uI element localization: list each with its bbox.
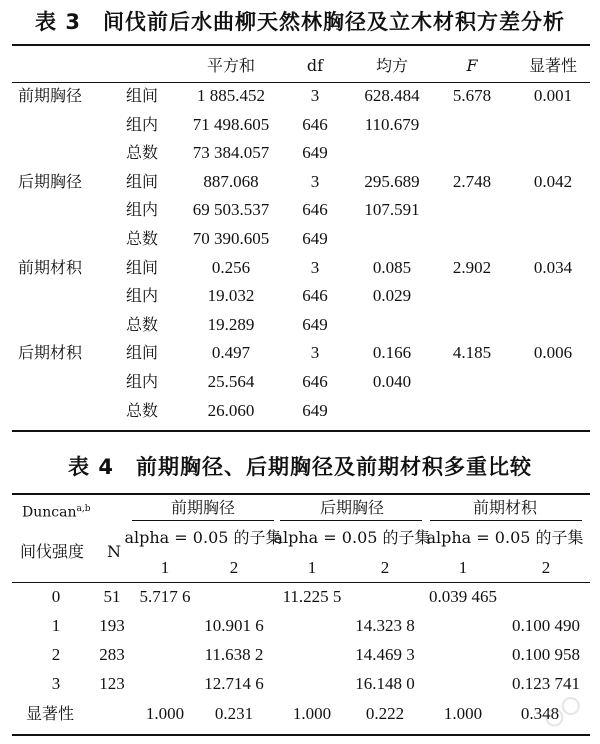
- table3-cell-source: 组内: [126, 200, 159, 220]
- table3-cell-ms: 0.166: [372, 343, 412, 363]
- table4-n-label: N: [107, 542, 121, 561]
- table3-title: 表 3 间伐前后水曲柳天然林胸径及立木材积方差分析: [35, 10, 565, 34]
- table3-cell-source: 总数: [126, 143, 159, 163]
- table3-cell-ss: 19.289: [207, 314, 255, 334]
- table4-sig-value: 0.348: [520, 704, 560, 723]
- table3-cell-source: 组间: [126, 171, 159, 191]
- table4-value: 0.123 741: [512, 674, 580, 693]
- table3-cell-sig: 0.006: [533, 343, 573, 363]
- table4-bottom-rule: [12, 734, 590, 736]
- table4-sig-value: 0.231: [214, 704, 254, 723]
- table4-subset-label-2: alpha = 0.05 的子集: [273, 528, 431, 547]
- table4-sig-label: 显著性: [25, 704, 75, 723]
- table3-cell-source: 总数: [126, 400, 159, 420]
- table3-cell-df: 3: [310, 257, 320, 277]
- table3-cell-df: 646: [302, 114, 328, 134]
- table3-cell-ss: 69 503.537: [192, 200, 270, 220]
- subset-col-2: 2: [229, 558, 239, 577]
- table3-cell-df: 646: [302, 372, 328, 391]
- table4-sig-value: 1.000: [292, 704, 332, 723]
- table4-group-1-underline: [132, 520, 274, 521]
- table4-header-rule: [12, 582, 590, 583]
- table4-value: 0.039 465: [429, 587, 497, 606]
- table4-group-3: 前期材积: [472, 498, 538, 517]
- table3-cell-group: 后期材积: [18, 343, 83, 363]
- table3-header-ms: 均方: [375, 56, 409, 75]
- subset-col-1: 1: [160, 558, 170, 577]
- table4-value: 0.100 490: [512, 616, 580, 635]
- table4-value: 5.717 6: [139, 587, 191, 606]
- table3-cell-ms: 0.040: [372, 372, 412, 391]
- table3-cell-df: 649: [302, 229, 328, 248]
- table4-subset-label-3: alpha = 0.05 的子集: [426, 528, 584, 547]
- table4-sig-value: 0.222: [365, 704, 405, 723]
- table3-cell-group: 前期胸径: [18, 86, 83, 105]
- table4-subset-label-1: alpha = 0.05 的子集: [124, 528, 282, 547]
- table3-cell-df: 649: [302, 314, 328, 334]
- table4-value: 0.100 958: [512, 645, 580, 664]
- table4-n: 123: [99, 674, 125, 693]
- table3-cell-ss: 887.068: [203, 171, 259, 191]
- table3-cell-ss: 0.256: [211, 257, 251, 277]
- table4-n: 51: [103, 587, 121, 606]
- duncan-text: Duncan: [22, 504, 77, 521]
- table3-cell-df: 3: [310, 343, 320, 363]
- table4-duncan-label: [22, 499, 90, 523]
- table3-header-f: F: [466, 56, 478, 75]
- table3-cell-group: 前期材积: [18, 257, 83, 277]
- table3-cell-sig: 0.034: [533, 257, 573, 277]
- table4-value: 10.901 6: [204, 616, 264, 635]
- table3-cell-source: 组间: [126, 86, 159, 105]
- table3-cell-df: 649: [302, 143, 328, 163]
- table4-sig-value: 1.000: [145, 704, 185, 723]
- subset-col-6: 2: [541, 558, 551, 577]
- table3-cell-ss: 0.497: [211, 343, 251, 363]
- table3-cell-source: 组内: [126, 114, 159, 134]
- table3-header-ss: 平方和: [206, 56, 256, 75]
- subset-col-4: 2: [380, 558, 390, 577]
- table3-cell-ms: 110.679: [364, 114, 420, 134]
- table4-sig-value: 1.000: [443, 704, 483, 723]
- table4-group-2-underline: [280, 520, 422, 521]
- table3-bottom-rule: [12, 430, 590, 432]
- table4-value: 16.148 0: [355, 674, 415, 693]
- table3-header-sig: 显著性: [528, 56, 578, 75]
- table3-cell-group: 后期胸径: [18, 171, 83, 191]
- table3-cell-ms: 107.591: [364, 200, 420, 220]
- table4-value: 14.469 3: [355, 645, 415, 664]
- table3-cell-ms: 0.085: [372, 257, 412, 277]
- table3-cell-ss: 19.032: [207, 286, 255, 306]
- table4-n: 193: [99, 616, 125, 635]
- table3-cell-f: 2.902: [452, 257, 492, 277]
- table3-cell-df: 649: [302, 400, 328, 420]
- table4-n: 283: [99, 645, 125, 664]
- table3-header-df: df: [306, 56, 324, 75]
- table3-cell-ss: 25.564: [207, 372, 255, 391]
- table3-cell-sig: 0.001: [533, 86, 573, 105]
- table4-group-3-underline: [430, 520, 582, 521]
- table3-cell-ss: 70 390.605: [192, 229, 270, 248]
- table3-cell-ms: 628.484: [364, 86, 420, 105]
- table3-top-rule: [12, 44, 590, 46]
- table3-cell-source: 总数: [126, 314, 159, 334]
- subset-col-3: 1: [307, 558, 317, 577]
- table3-cell-df: 3: [310, 171, 320, 191]
- table3-cell-ss: 71 498.605: [192, 114, 270, 134]
- table4-value: 12.714 6: [204, 674, 264, 693]
- duncan-superscript: a,b: [76, 504, 91, 514]
- table3-cell-ss: 26.060: [207, 400, 255, 420]
- table4-value: 11.638 2: [204, 645, 264, 664]
- table3-cell-df: 646: [302, 200, 328, 220]
- table3-cell-f: 4.185: [452, 343, 492, 363]
- table3-cell-ms: 0.029: [372, 286, 412, 306]
- table3-cell-df: 3: [310, 86, 320, 105]
- table4-group-1: 前期胸径: [170, 498, 236, 517]
- table3-cell-source: 总数: [126, 229, 159, 248]
- subset-col-5: 1: [458, 558, 468, 577]
- table3-header-rule: [12, 82, 590, 83]
- table4-title: 表 4 前期胸径、后期胸径及前期材积多重比较: [68, 455, 532, 479]
- table3-cell-f: 5.678: [452, 86, 492, 105]
- table3-cell-source: 组内: [126, 372, 159, 391]
- table3-cell-ss: 1 885.452: [197, 86, 265, 105]
- table4-value: 14.323 8: [355, 616, 415, 635]
- table3-cell-f: 2.748: [452, 171, 492, 191]
- table3-cell-ss: 73 384.057: [192, 143, 270, 163]
- table4-intensity-label: 间伐强度: [19, 542, 85, 561]
- table4-value: 11.225 5: [282, 587, 342, 606]
- table3-cell-df: 646: [302, 286, 328, 306]
- table3-cell-source: 组间: [126, 343, 159, 363]
- table4-level: 2: [51, 645, 61, 664]
- table3-cell-ms: 295.689: [364, 171, 420, 191]
- table4-level: 3: [51, 674, 61, 693]
- table4-level: 1: [51, 616, 61, 635]
- table4-top-rule: [12, 493, 590, 495]
- table3-cell-source: 组间: [126, 257, 159, 277]
- table4-level: 0: [51, 587, 61, 606]
- table3-cell-sig: 0.042: [533, 171, 573, 191]
- table4-group-2: 后期胸径: [319, 498, 385, 517]
- table3-cell-source: 组内: [126, 286, 159, 306]
